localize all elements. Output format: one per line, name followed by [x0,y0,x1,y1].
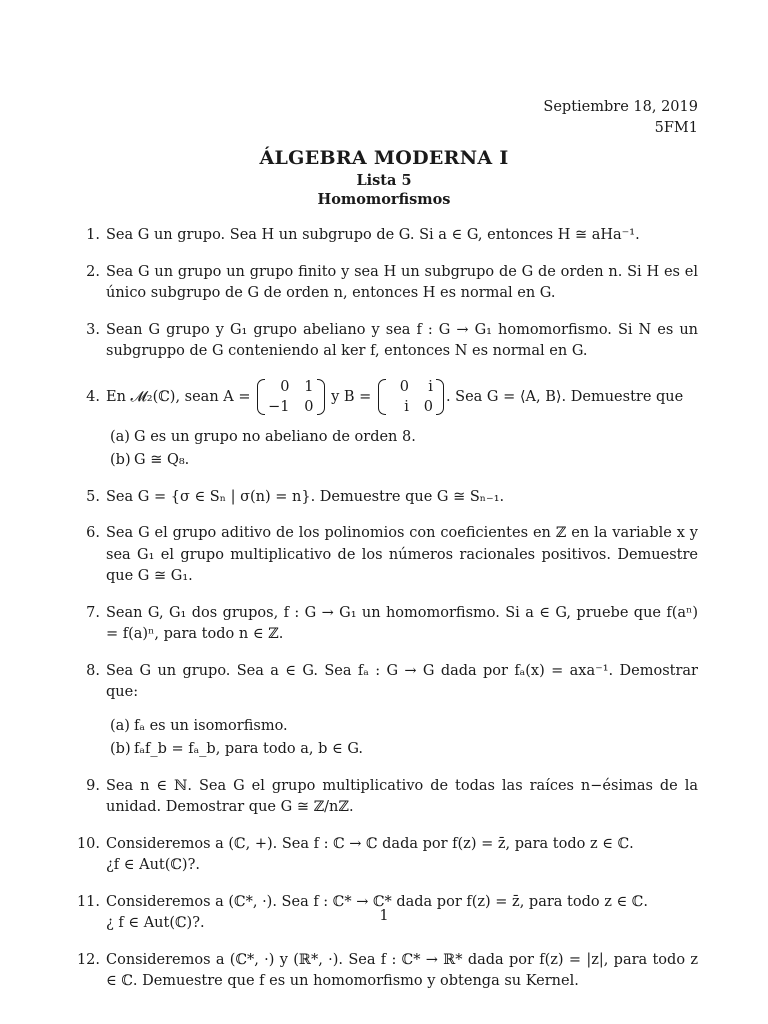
problem-text: Consideremos a (ℂ, +). Sea f : ℂ → ℂ dada por f(z) = z̄, para todo z ∈ ℂ. [106,835,634,852]
problem-text: Sean G grupo y G₁ grupo abeliano y sea f : G → G₁ homomorfismo. Si N es un subgruppo de G conteniendo al ker f, entonces N es normal en G. [106,321,698,359]
matrix-cell: i [428,378,433,395]
matrix-cell: 1 [304,378,314,395]
problem-number: 1. [86,227,100,243]
problem-text: Sea G el grupo aditivo de los polinomios con coeficientes en ℤ en la variable x y sea G₁ el grupo multiplicativo de los números racionales positivos. Demuestre que G ≅ G₁. [106,525,698,584]
problem-number: 10. [76,835,100,852]
problem-8 [86,661,698,704]
problem-2 [86,262,698,305]
list-number: Lista 5 [356,172,412,189]
subproblem-4b [110,450,698,472]
date: Septiembre 18, 2019 [543,99,698,115]
problem-text: Sea n ∈ ℕ. Sea G el grupo multiplicativo de todas las raíces n−ésimas de la unidad. Demostrar que G ≅ ℤ/nℤ. [106,777,698,815]
subproblem-8a [110,716,698,738]
subproblem-text: G es un grupo no abeliano de orden 8. [134,428,416,445]
page-title: ÁLGEBRA MODERNA I [259,147,509,169]
problem-number: 2. [86,263,100,280]
matrix-a [257,377,324,417]
matrix-cell: 0 [399,378,409,395]
problem-5 [86,487,698,509]
problem-number: 8. [86,662,100,679]
subproblem-label: (a) [110,717,130,734]
subproblem-text: fₐf_b = fₐ_b, para todo a, b ∈ G. [134,741,363,757]
matrix-b [378,377,444,417]
problem-number: 11. [76,893,100,910]
title-block [0,147,768,208]
document-header [543,97,698,139]
matrix-cell: −1 [268,398,290,415]
problem-9 [86,776,698,819]
problem-text: Sea G = {σ ∈ Sₙ | σ(n) = n}. Demuestre que G ≅ Sₙ₋₁. [106,488,505,505]
problem-12 [76,950,698,993]
topic-title: Homomorfismos [317,191,451,208]
matrix-cell: 0 [280,378,290,395]
matrix-cell: 0 [304,398,314,415]
problem-1 [86,225,698,247]
problem-4 [86,373,698,421]
problem-text: En 𝓜₂(ℂ), sean A = [106,388,251,405]
problem-question: ¿f ∈ Aut(ℂ)?. [106,857,200,873]
problem-text: y B = [331,388,372,405]
subproblem-text: G ≅ Q₈. [134,452,190,468]
matrix-cell: 0 [423,398,433,415]
problem-3 [86,320,698,363]
problem-text: Consideremos a (ℂ*, ·) y (ℝ*, ·). Sea f : ℂ* → ℝ* dada por f(z) = |z|, para todo z ∈ ℂ. Demuestre que f es un homomorfismo y obtenga su Kernel. [106,951,698,989]
problem-list [76,225,698,993]
subproblem-4a [110,427,698,449]
subproblem-8b [110,739,698,761]
subproblem-label: (b) [110,452,131,468]
problem-question: ¿ f ∈ Aut(ℂ)?. [106,915,205,931]
problem-6 [86,523,698,588]
page-number: 1 [379,908,389,924]
problem-text: Consideremos a (ℂ*, ·). Sea f : ℂ* → ℂ* dada por f(z) = z̄, para todo z ∈ ℂ. [106,893,648,910]
problem-number: 12. [76,951,100,968]
problem-number: 4. [86,388,100,405]
subproblem-text: fₐ es un isomorfismo. [134,717,288,734]
problem-7 [86,603,698,646]
problem-number: 9. [86,777,100,794]
problem-text: Sea G un grupo un grupo finito y sea H un subgrupo de G de orden n. Si H es el único subgrupo de G de orden n, entonces H es normal en G. [106,263,698,301]
problem-text: Sea G un grupo. Sea a ∈ G. Sea fₐ : G → G dada por fₐ(x) = axa⁻¹. Demostrar que: [106,662,698,700]
problem-number: 6. [86,525,100,541]
subproblem-label: (b) [110,741,131,757]
problem-number: 7. [86,604,100,621]
problem-number: 5. [86,488,100,505]
problem-text: Sea G un grupo. Sea H un subgrupo de G. Si a ∈ G, entonces H ≅ aHa⁻¹. [106,227,640,243]
problem-number: 3. [86,321,100,338]
subproblem-label: (a) [110,428,130,445]
matrix-cell: i [404,398,409,415]
problem-10 [76,834,698,877]
problem-text: . Sea G = ⟨A, B⟩. Demuestre que [445,388,684,405]
group-code: 5FM1 [654,120,698,136]
problem-text: Sean G, G₁ dos grupos, f : G → G₁ un homomorfismo. Si a ∈ G, pruebe que f(aⁿ) = f(a)ⁿ, para todo n ∈ ℤ. [106,604,698,642]
